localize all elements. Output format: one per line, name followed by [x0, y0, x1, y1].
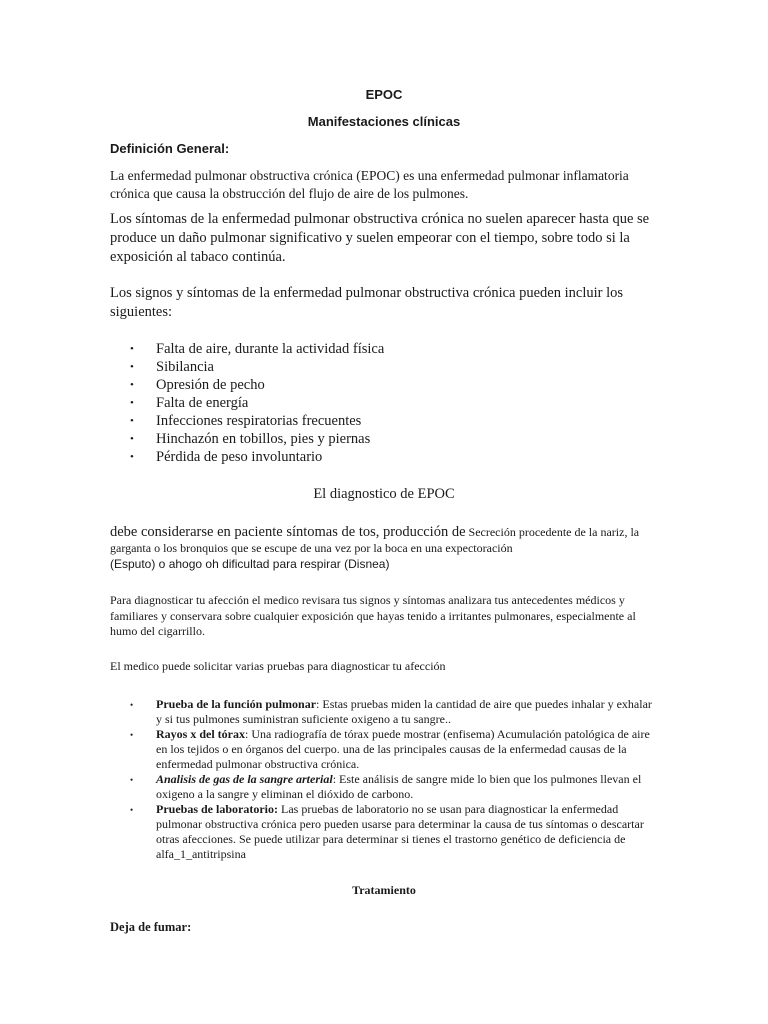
- list-item: • Infecciones respiratorias frecuentes: [130, 413, 362, 429]
- list-item: • Falta de aire, durante la actividad física: [130, 341, 385, 357]
- document-title: EPOC: [365, 87, 403, 102]
- bullet-icon: •: [130, 775, 134, 785]
- bullet-icon: •: [130, 361, 134, 373]
- document-subtitle: Manifestaciones clínicas: [307, 114, 461, 129]
- list-item: • Falta de energía: [130, 395, 249, 411]
- list-item: • Hinchazón en tobillos, pies y piernas: [130, 431, 371, 447]
- bullet-icon: •: [130, 700, 134, 710]
- symptoms-intro: Los síntomas de la enfermedad pulmonar obstructiva crónica no suelen aparecer hasta que se produce un daño pulmonar significativo y suelen empeorar con el tiempo, sobre todo si la exposición al tabaco continúa.: [110, 211, 650, 265]
- definition-heading: Definición General:: [110, 141, 230, 156]
- list-item: • Pérdida de peso involuntario: [130, 449, 323, 465]
- bullet-icon: •: [130, 343, 134, 355]
- signs-list: [130, 340, 650, 466]
- signs-intro: Los signos y síntomas de la enfermedad pulmonar obstructiva crónica pueden incluir los siguientes:: [110, 285, 624, 320]
- diagnosis-intro: debe considerarse en paciente síntomas de tos, producción de Secreción procedente de la nariz, la garganta o los bronquios que se escupe de una vez por la boca en una expectoración (Esputo) o ahogo oh dificultad para respirar (Disnea): [110, 524, 640, 571]
- treatment-heading: Tratamiento: [352, 883, 416, 897]
- diagnosis-heading: El diagnostico de EPOC: [313, 486, 455, 502]
- bullet-icon: •: [130, 730, 134, 740]
- tests-intro: El medico puede solicitar varias pruebas para diagnosticar tu afección: [110, 659, 446, 673]
- bullet-icon: •: [130, 415, 134, 427]
- list-item: • Pruebas de laboratorio: Las pruebas de laboratorio no se usan para diagnosticar la enfermedad pulmonar obstructiva crónica pero pueden usarse para determinar la causa de tus síntomas o descartar otras afecciones. Se puede utilizar para determinar si tienes el trastorno genético de deficiencia de alfa_1_antitripsina: [130, 802, 644, 861]
- list-item: • Opresión de pecho: [130, 377, 265, 393]
- definition-text: La enfermedad pulmonar obstructiva crónica (EPOC) es una enfermedad pulmonar inflamatoria crónica que causa la obstrucción del flujo de aire de los pulmones.: [110, 168, 629, 201]
- bullet-icon: •: [130, 397, 134, 409]
- list-item: • Prueba de la función pulmonar: Estas pruebas miden la cantidad de aire que puedes inhalar y exhalar y si tus pulmones suministran suficiente oxigeno a tu sangre..: [130, 697, 652, 726]
- tests-list: [130, 697, 655, 862]
- list-item: • Sibilancia: [130, 359, 214, 375]
- list-item: • Analisis de gas de la sangre arterial: Este análisis de sangre mide lo bien que los pulmones llevan el oxigeno a la sangre y eliminan el dióxido de carbono.: [130, 772, 642, 801]
- bullet-icon: •: [130, 433, 134, 445]
- bullet-icon: •: [130, 805, 134, 815]
- bullet-icon: •: [130, 379, 134, 391]
- treatment-subheading: Deja de fumar:: [110, 920, 192, 934]
- diagnosis-paragraph: Para diagnosticar tu afección el medico revisara tus signos y síntomas analizara tus antecedentes médicos y familiares y conservara sobre cualquier exposición que hayas tenido a irritantes pulmonares, especialmente al humo del cigarrillo.: [110, 593, 636, 638]
- list-item: • Rayos x del tórax: Una radiografía de tórax puede mostrar (enfisema) Acumulación patológica de aire en los tejidos o en órganos del cuerpo. una de las principales causas de la enfermedad causas de la enfermedad pulmonar obstructiva crónica.: [130, 727, 650, 771]
- bullet-icon: •: [130, 451, 134, 463]
